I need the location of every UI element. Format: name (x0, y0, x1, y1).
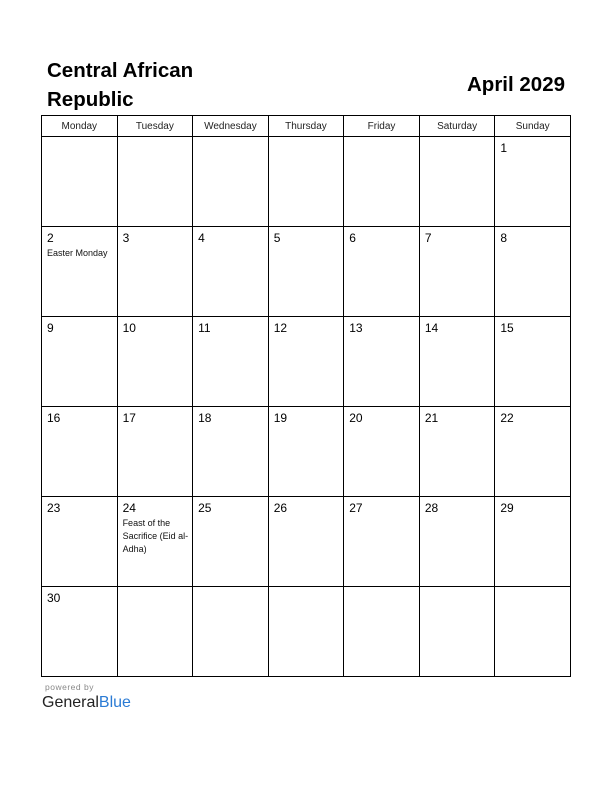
day-cell (117, 407, 193, 497)
day-number: 6 (349, 231, 356, 245)
weekday-header: Sunday (495, 116, 571, 137)
day-cell (419, 137, 495, 227)
day-cell (495, 227, 571, 317)
day-cell (268, 227, 344, 317)
day-number: 28 (424, 501, 439, 515)
day-cell (344, 227, 420, 317)
day-cell (117, 317, 193, 407)
day-number: 8 (500, 231, 508, 245)
day-number: 17 (122, 411, 136, 425)
week-row (42, 137, 571, 227)
day-cell (42, 227, 118, 317)
day-number: 30 (47, 591, 61, 605)
weekday-header: Tuesday (117, 116, 193, 137)
day-number: 3 (122, 231, 130, 245)
day-cell (193, 137, 269, 227)
day-cell (193, 407, 269, 497)
day-number: 27 (349, 501, 363, 515)
day-number: 15 (500, 321, 514, 335)
day-cell (344, 497, 420, 587)
day-number: 22 (500, 411, 514, 425)
weekday-header: Friday (344, 116, 420, 137)
day-cell (193, 587, 269, 677)
brand-logo[interactable] (42, 693, 131, 713)
day-number: 2 (47, 231, 54, 245)
day-number: 14 (424, 321, 439, 335)
month-title: April 2029 (467, 73, 565, 96)
day-number: 1 (500, 141, 508, 155)
day-cell (268, 587, 344, 677)
holiday-label: Easter Monday (47, 248, 108, 258)
weekday-header: Saturday (419, 116, 495, 137)
day-cell (495, 137, 571, 227)
day-number: 21 (424, 411, 439, 425)
weekday-header: Wednesday (193, 116, 269, 137)
week-row (42, 317, 571, 407)
day-cell (268, 407, 344, 497)
day-cell (419, 227, 495, 317)
day-cell (42, 587, 118, 677)
day-cell (344, 317, 420, 407)
day-cell (193, 497, 269, 587)
week-row (42, 407, 571, 497)
holiday-label: Feast of the Sacrifice (Eid al-Adha) (122, 518, 189, 554)
day-number: 4 (198, 231, 205, 245)
day-cell (495, 317, 571, 407)
day-cell (268, 317, 344, 407)
weekday-header-row (42, 116, 571, 137)
day-number: 29 (500, 501, 514, 515)
day-number: 25 (198, 501, 212, 515)
week-row (42, 497, 571, 587)
day-cell (193, 317, 269, 407)
day-cell (419, 317, 495, 407)
day-number: 19 (273, 411, 288, 425)
day-cell (419, 407, 495, 497)
day-number: 12 (273, 321, 288, 335)
week-row (42, 227, 571, 317)
brand-blue: Blue (98, 694, 131, 711)
day-number: 7 (424, 231, 432, 245)
week-row (42, 587, 571, 677)
day-cell (268, 497, 344, 587)
day-number: 20 (349, 411, 363, 425)
day-number: 9 (47, 321, 54, 335)
day-number: 23 (47, 501, 61, 515)
day-number: 5 (273, 231, 281, 245)
day-cell (419, 497, 495, 587)
day-cell (268, 137, 344, 227)
day-cell (42, 407, 118, 497)
day-number: 24 (122, 501, 136, 515)
day-cell (344, 587, 420, 677)
day-cell (344, 407, 420, 497)
day-cell (193, 227, 269, 317)
day-cell (495, 497, 571, 587)
weekday-header: Monday (42, 116, 118, 137)
day-cell (419, 587, 495, 677)
day-cell (344, 137, 420, 227)
calendar-grid (41, 115, 571, 677)
day-cell (117, 227, 193, 317)
day-number: 16 (47, 411, 61, 425)
day-cell (117, 587, 193, 677)
day-cell (42, 497, 118, 587)
powered-by-label: powered by (45, 682, 94, 692)
day-cell (42, 137, 118, 227)
country-title: Central African Republic (47, 59, 194, 111)
weekday-header: Thursday (268, 116, 344, 137)
day-number: 10 (122, 321, 136, 335)
day-cell (42, 317, 118, 407)
day-number: 11 (198, 321, 211, 335)
day-cell (117, 497, 193, 587)
day-cell (495, 407, 571, 497)
brand-general: General (42, 694, 99, 711)
day-number: 26 (273, 501, 288, 515)
day-number: 13 (349, 321, 363, 335)
day-cell (117, 137, 193, 227)
day-cell (495, 587, 571, 677)
day-number: 18 (198, 411, 212, 425)
